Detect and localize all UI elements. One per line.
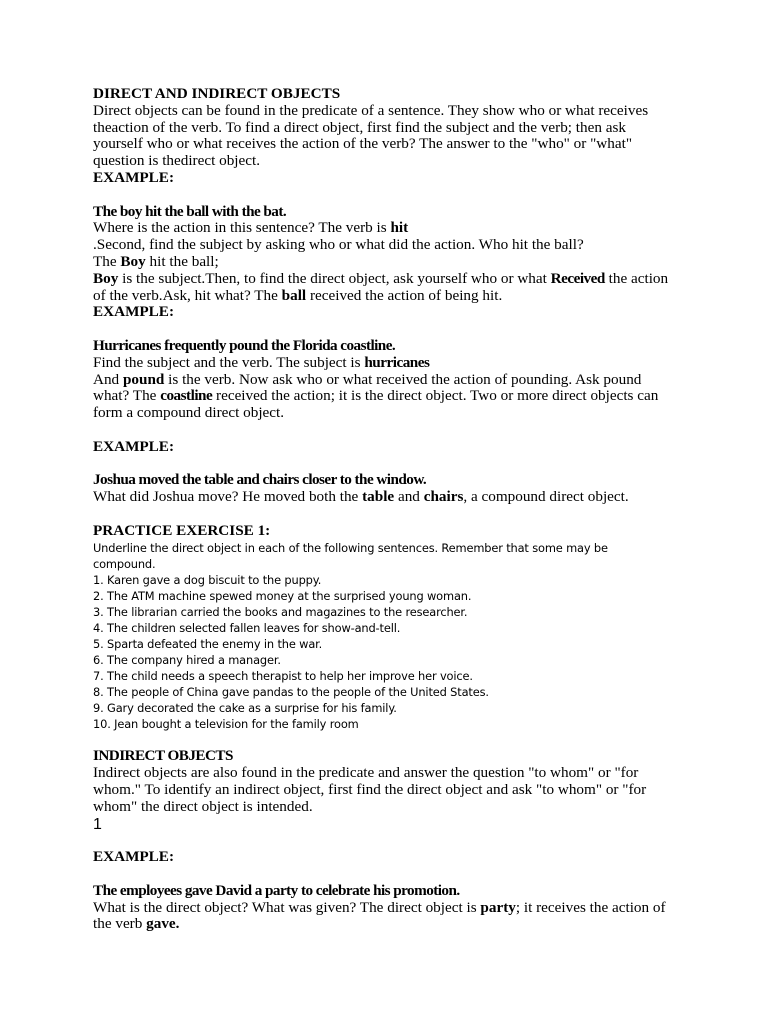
practice-item: 4. The children selected fallen leaves for show-and-tell. <box>93 620 401 635</box>
explanation-line: What is the direct object? What was given? The direct object is party; it receives the action of <box>93 898 666 916</box>
spacer <box>93 732 683 749</box>
practice-item: 5. Sparta defeated the enemy in the war. <box>93 636 323 651</box>
explanation-line: Boy is the subject.Then, to find the direct object, ask yourself who or what Received the action <box>93 269 669 287</box>
practice-item: 9. Gary decorated the cake as a surprise for his family. <box>93 700 397 715</box>
practice-item: 1. Karen gave a dog biscuit to the puppy. <box>93 572 322 587</box>
example-label: EXAMPLE: <box>93 848 174 866</box>
intro-line: question is thedirect object. <box>93 152 261 170</box>
spacer <box>93 506 683 523</box>
spacer <box>93 187 683 204</box>
example-label: EXAMPLE: <box>93 168 174 186</box>
example-sentence: Hurricanes frequently pound the Florida coastline. <box>93 336 396 354</box>
example-sentence: The employees gave David a party to celebrate his promotion. <box>93 881 460 899</box>
spacer <box>93 456 683 473</box>
explanation-line: What did Joshua move? He moved both the table and chairs, a compound direct object. <box>93 488 629 506</box>
practice-item: 2. The ATM machine spewed money at the surprised young woman. <box>93 588 472 603</box>
explanation-line: And pound is the verb. Now ask who or what received the action of pounding. Ask pound <box>93 370 642 388</box>
intro-line: yourself who or what receives the action of the verb? The answer to the "who" or "what" <box>93 135 633 153</box>
explanation-line: what? The coastline received the action; it is the direct object. Two or more direct objects can <box>93 387 659 405</box>
practice-item: 3. The librarian carried the books and magazines to the researcher. <box>93 604 468 619</box>
practice-instructions: compound. <box>93 556 156 571</box>
practice-item: 10. Jean bought a television for the family room <box>93 716 359 731</box>
spacer <box>93 321 683 338</box>
explanation-line: Where is the action in this sentence? The verb is hit <box>93 219 409 237</box>
indirect-line: whom" the direct object is intended. <box>93 797 313 815</box>
page-number: 1 <box>93 815 102 833</box>
intro-line: theaction of the verb. To find a direct object, first find the subject and the verb; then ask <box>93 118 627 136</box>
explanation-line: the verb gave. <box>93 915 180 933</box>
practice-heading: PRACTICE EXERCISE 1: <box>93 521 271 539</box>
practice-item: 6. The company hired a manager. <box>93 652 281 667</box>
document-page <box>93 86 683 933</box>
spacer <box>93 833 683 850</box>
explanation-line: Find the subject and the verb. The subject is hurricanes <box>93 353 430 371</box>
spacer <box>93 422 683 439</box>
indirect-line: Indirect objects are also found in the predicate and answer the question "to whom" or "for <box>93 764 639 782</box>
practice-instructions: Underline the direct object in each of the following sentences. Remember that some may be <box>93 540 608 555</box>
spacer <box>93 866 683 883</box>
section-heading: INDIRECT OBJECTS <box>93 747 233 765</box>
intro-line: Direct objects can be found in the predicate of a sentence. They show who or what receives <box>93 101 649 119</box>
explanation-line: The Boy hit the ball; <box>93 252 219 270</box>
section-heading: DIRECT AND INDIRECT OBJECTS <box>93 85 341 102</box>
explanation-line: form a compound direct object. <box>93 404 285 422</box>
example-label: EXAMPLE: <box>93 303 174 321</box>
example-label: EXAMPLE: <box>93 437 174 455</box>
practice-item: 8. The people of China gave pandas to the people of the United States. <box>93 684 489 699</box>
explanation-line: .Second, find the subject by asking who or what did the action. Who hit the ball? <box>93 236 584 254</box>
explanation-line: of the verb.Ask, hit what? The ball received the action of being hit. <box>93 286 503 304</box>
practice-item: 7. The child needs a speech therapist to help her improve her voice. <box>93 668 473 683</box>
example-sentence: The boy hit the ball with the bat. <box>93 202 287 220</box>
example-sentence: Joshua moved the table and chairs closer to the window. <box>93 471 427 489</box>
indirect-line: whom." To identify an indirect object, first find the direct object and ask "to whom" or "for <box>93 780 647 798</box>
